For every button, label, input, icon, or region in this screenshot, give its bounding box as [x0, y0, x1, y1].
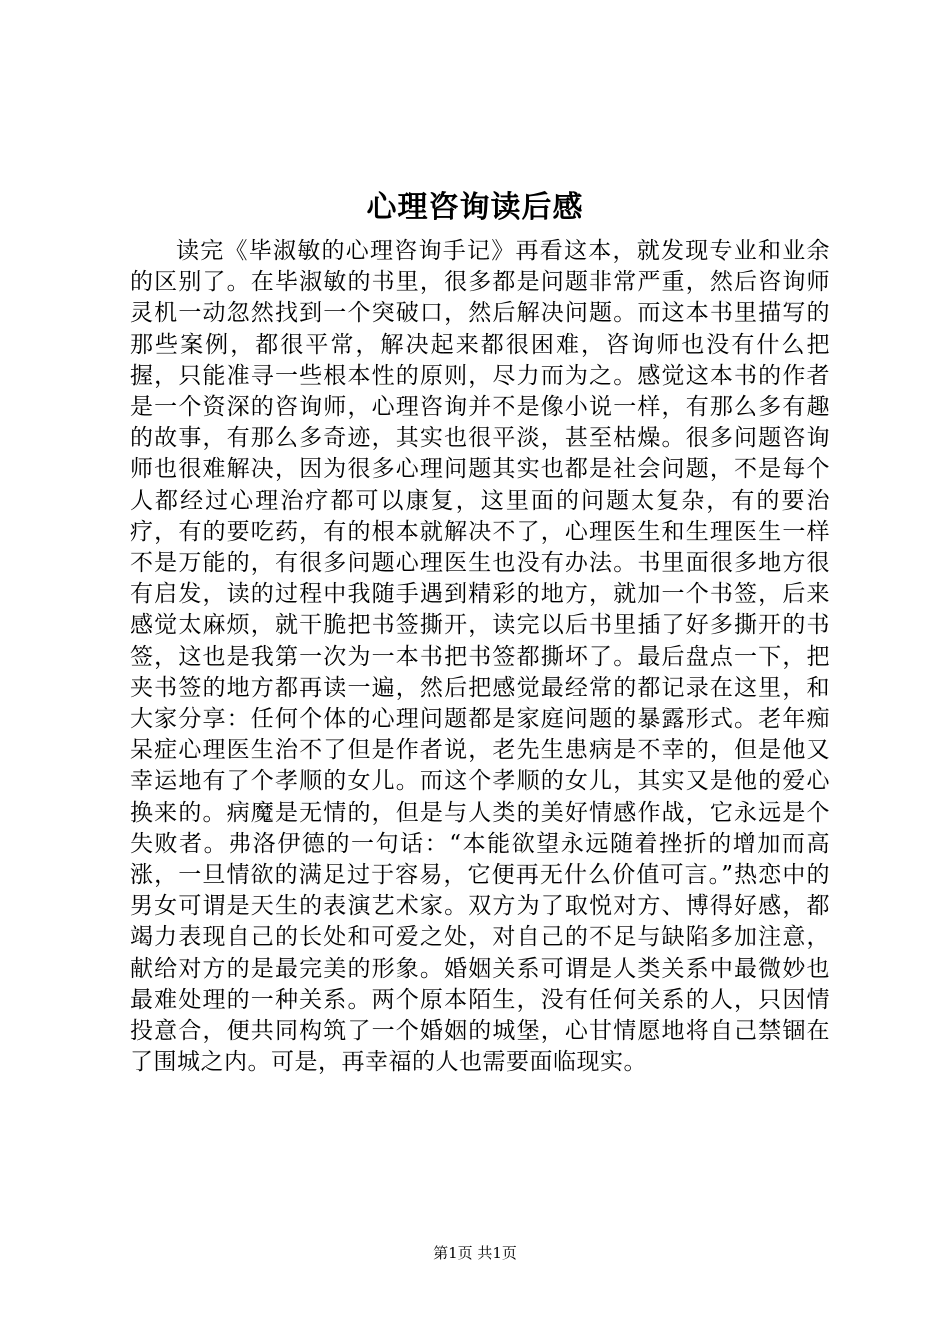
document-title: 心理咨询读后感 — [366, 190, 584, 225]
page-footer: 第1页 共1页 — [433, 1244, 517, 1262]
body-paragraph: 读完《毕淑敏的心理咨询手记》再看这本，就发现专业和业余的区别了。在毕淑敏的书里，很多都是问题非常严重，然后咨询师灵机一动忽然找到一个突破口，然后解决问题。而这本书里描写的那些案例，都很平常，解决起来都很困难，咨询师也没有什么把握，只能准寻一些根本性的原则，尽力而为之。感觉这本书的作者是一个资深的咨询师，心理咨询并不是像小说一样，有那么多有趣的故事，有那么多奇迹，其实也很平淡，甚至枯燥。很多问题咨询师也很难解决，因为很多心理问题其实也都是社会问题，不是每个人都经过心理治疗都可以康复，这里面的问题太复杂，有的要治疗，有的要吃药，有的根本就解决不了，心理医生和生理医生一样不是万能的，有很多问题心理医生也没有办法。书里面很多地方很有启发，读的过程中我随手遇到精彩的地方，就加一个书签，后来感觉太麻烦，就干脆把书签撕开，读完以后书里插了好多撕开的书签，这也是我第一次为一本书把书签都撕坏了。最后盘点一下，把夹书签的地方都再读一遍，然后把感觉最经常的都记录在这里，和大家分享：任何个体的心理问题都是家庭问题的暴露形式。老年痴呆症心理医生治不了但是作者说，老先生患病是不幸的，但是他又幸运地有了个孝顺的女儿。而这个孝顺的女儿，其实又是他的爱心换来的。病魔是无情的，但是与人类的美好情感作战，它永远是个失败者。弗洛伊德的一句话：“本能欲望永远随着挫折的增加而高涨，一旦情欲的满足过于容易，它便再无什么价值可言。”热恋中的男女可谓是天生的表演艺术家。双方为了取悦对方、博得好感，都竭力表现自己的长处和可爱之处，对自己的不足与缺陷多加注意，献给对方的是最完美的形象。婚姻关系可谓是人类关系中最微妙也最难处理的一种关系。两个原本陌生，没有任何关系的人，只因情投意合，便共同构筑了一个婚姻的城堡，心甘情愿地将自己禁锢在了围城之内。可是，再幸福的人也需要面临现实。 — [130, 238, 830, 1076]
